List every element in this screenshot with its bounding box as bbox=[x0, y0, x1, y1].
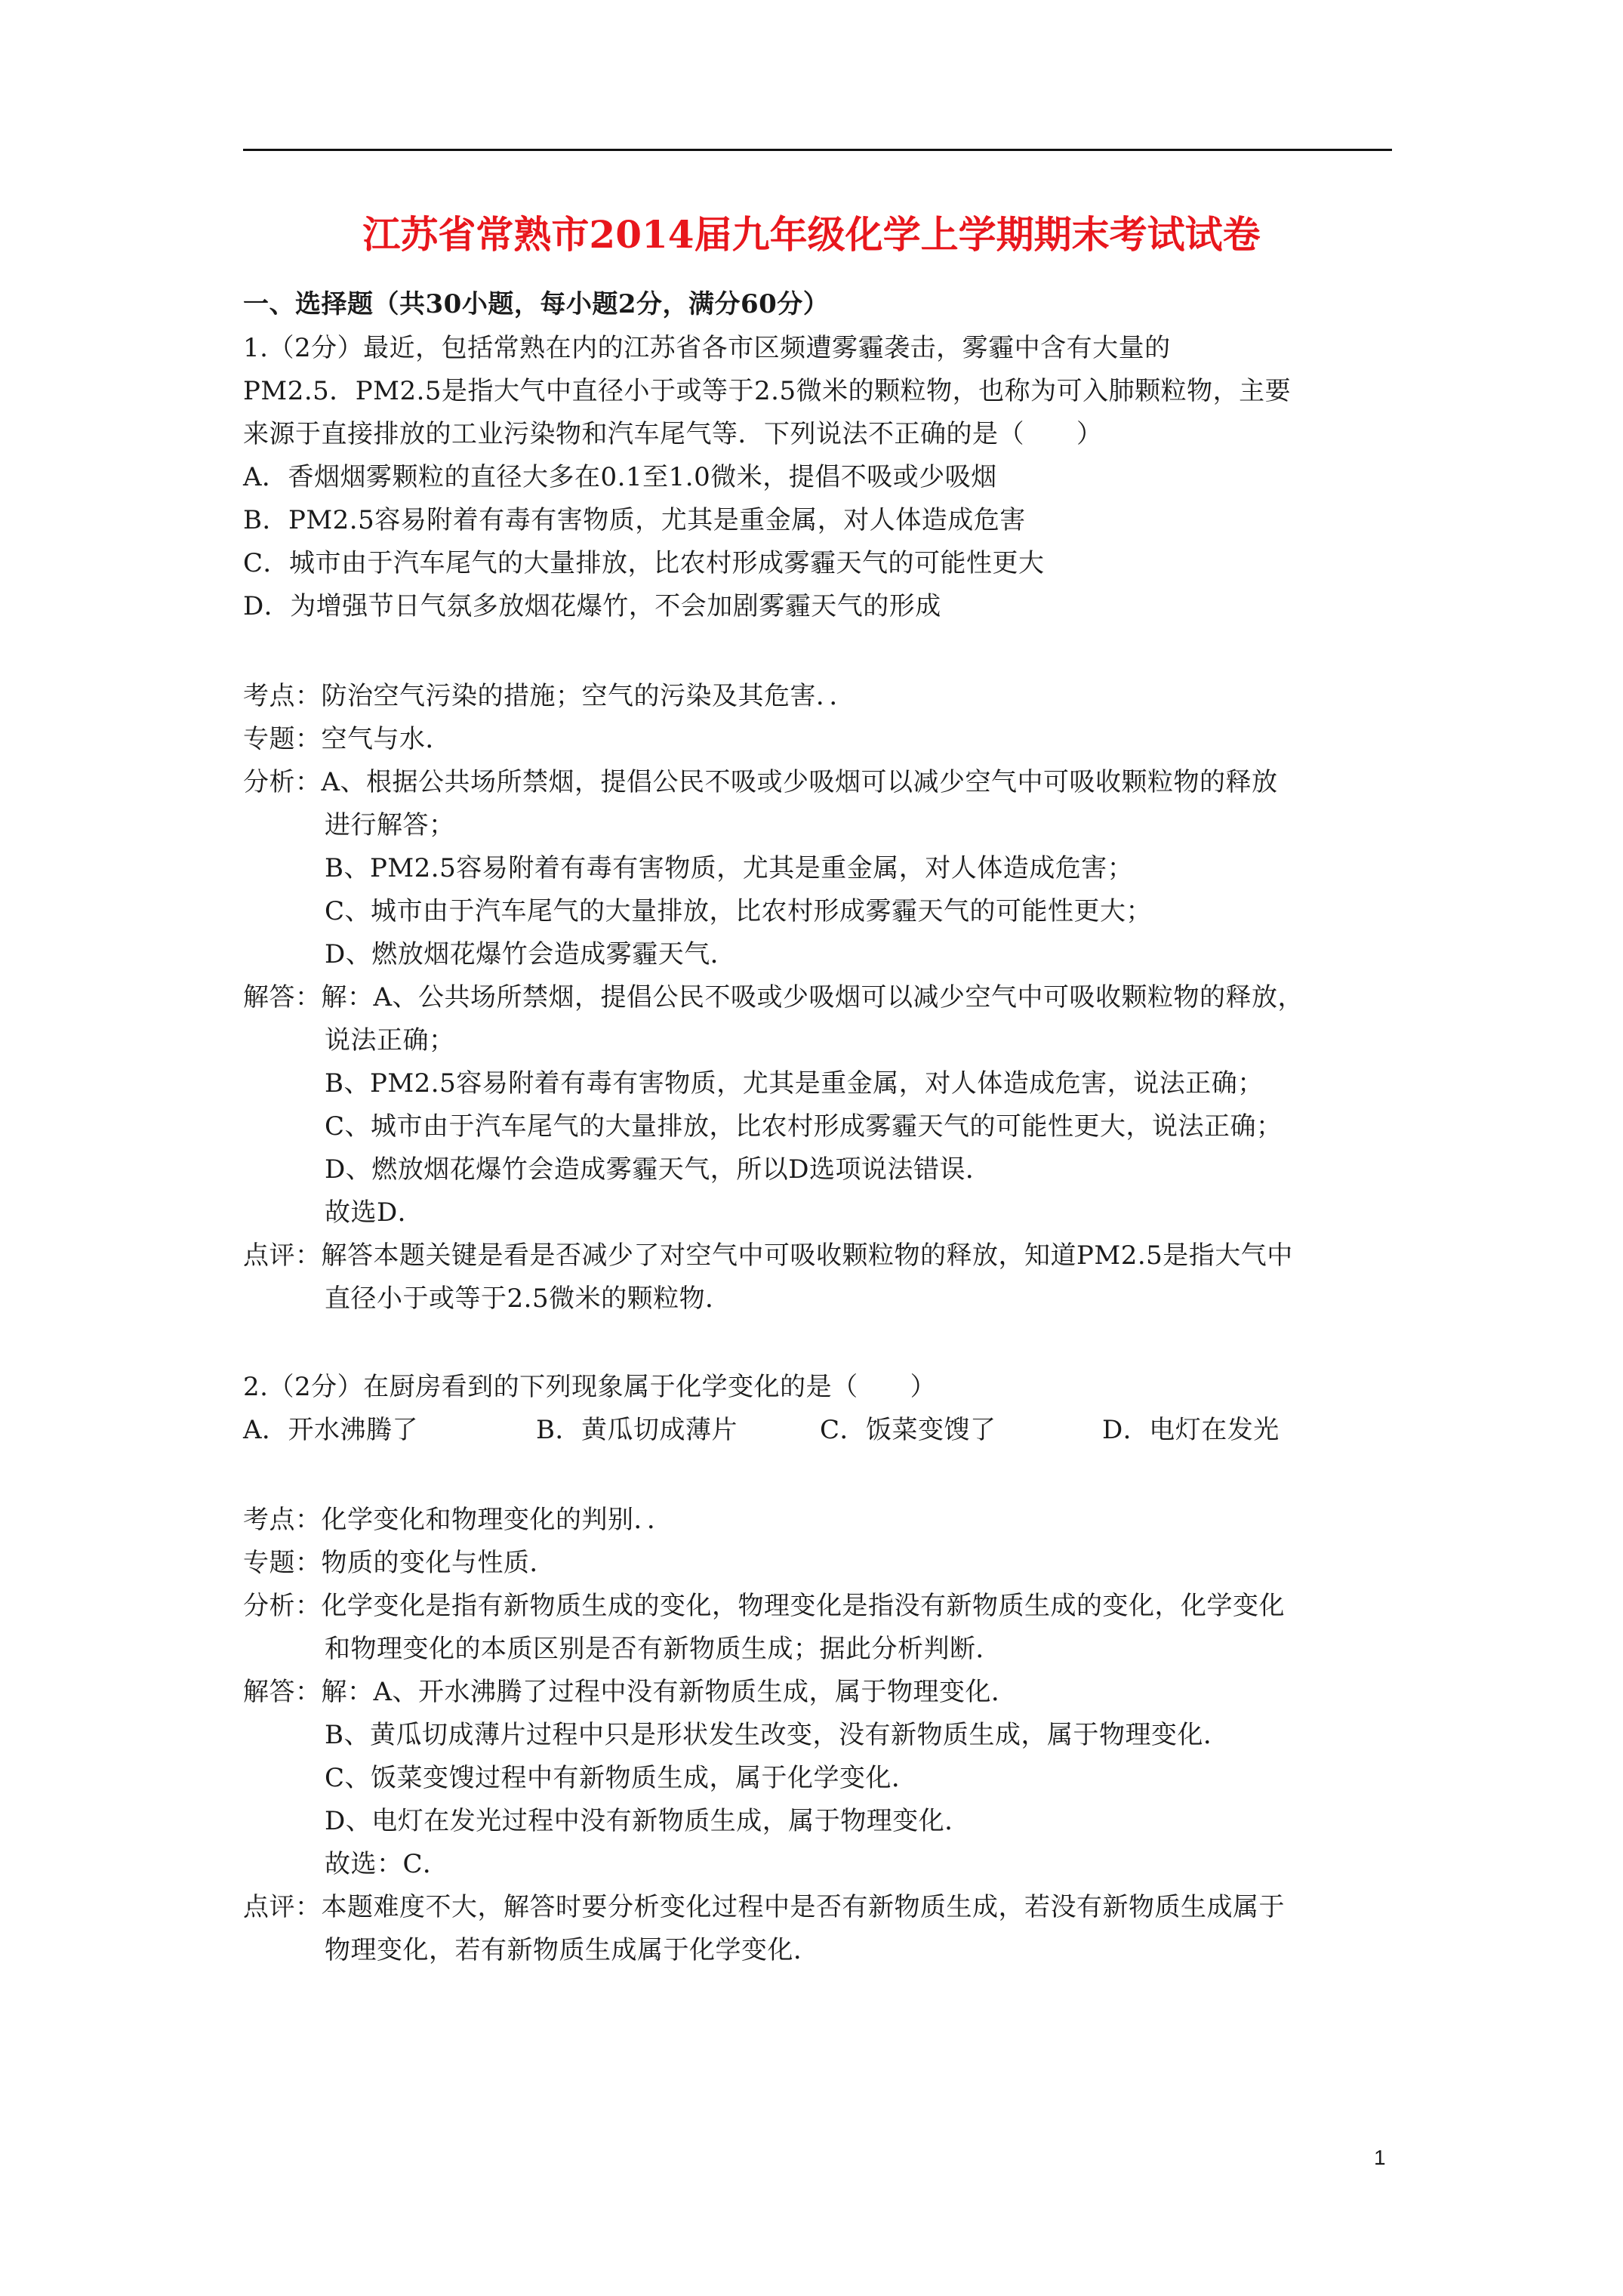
q1-jieda-line: 说法正确； bbox=[325, 1025, 455, 1056]
q1-stem-line: 来源于直接排放的工业污染物和汽车尾气等．下列说法不正确的是（ ） bbox=[243, 419, 1103, 449]
q2-jieda-line: D、电灯在发光过程中没有新物质生成，属于物理变化． bbox=[325, 1806, 971, 1836]
q1-jieda-line: 故选D． bbox=[325, 1197, 424, 1228]
header-rule bbox=[243, 149, 1392, 151]
q1-stem-line: 1.（2分）最近，包括常熟在内的江苏省各市区频遭雾霾袭击，雾霾中含有大量的 bbox=[243, 333, 1171, 363]
q2-dianping-line: 物理变化，若有新物质生成属于化学变化． bbox=[325, 1935, 820, 1965]
q2-dianping-line: 点评：本题难度不大，解答时要分析变化过程中是否有新物质生成，若没有新物质生成属于 bbox=[243, 1892, 1285, 1922]
q1-kaodian: 考点：防治空气污染的措施；空气的污染及其危害．． bbox=[243, 681, 855, 711]
q1-option-a: A．香烟烟雾颗粒的直径大多在0.1至1.0微米，提倡不吸或少吸烟 bbox=[243, 462, 997, 492]
q1-zhuanti: 专题：空气与水． bbox=[243, 724, 451, 754]
q2-jieda-line: C、饭菜变馊过程中有新物质生成，属于化学变化． bbox=[325, 1763, 918, 1793]
q2-fenxi-line: 分析：化学变化是指有新物质生成的变化，物理变化是指没有新物质生成的变化，化学变化 bbox=[243, 1591, 1285, 1621]
page-number: 1 bbox=[1374, 2146, 1386, 2169]
q1-fenxi-line: B、PM2.5容易附着有毒有害物质，尤其是重金属，对人体造成危害； bbox=[325, 853, 1134, 883]
q2-jieda-line: 故选：C． bbox=[325, 1849, 449, 1879]
q1-option-c: C．城市由于汽车尾气的大量排放，比农村形成雾霾天气的可能性更大 bbox=[243, 548, 1045, 578]
q1-fenxi-line: D、燃放烟花爆竹会造成雾霾天气． bbox=[325, 939, 737, 969]
q2-option-c: C．饭菜变馊了 bbox=[820, 1415, 996, 1445]
q1-dianping-line: 点评：解答本题关键是看是否减少了对空气中可吸收颗粒物的释放，知道PM2.5是指大气中 bbox=[243, 1240, 1293, 1271]
q2-kaodian: 考点：化学变化和物理变化的判别．． bbox=[243, 1505, 673, 1535]
q2-option-b: B．黄瓜切成薄片 bbox=[536, 1415, 738, 1445]
q2-jieda-line: 解答：解：A、开水沸腾了过程中没有新物质生成，属于物理变化． bbox=[243, 1677, 1018, 1707]
q1-fenxi-line: 分析：A、根据公共场所禁烟，提倡公民不吸或少吸烟可以减少空气中可吸收颗粒物的释放 bbox=[243, 767, 1278, 797]
q1-fenxi-line: 进行解答； bbox=[325, 810, 455, 840]
q1-dianping-line: 直径小于或等于2.5微米的颗粒物． bbox=[325, 1284, 731, 1314]
q2-option-a: A．开水沸腾了 bbox=[243, 1415, 419, 1445]
q2-fenxi-line: 和物理变化的本质区别是否有新物质生成；据此分析判断． bbox=[325, 1634, 1002, 1664]
q1-jieda-line: B、PM2.5容易附着有毒有害物质，尤其是重金属，对人体造成危害，说法正确； bbox=[325, 1068, 1264, 1099]
q1-fenxi-line: C、城市由于汽车尾气的大量排放，比农村形成雾霾天气的可能性更大； bbox=[325, 896, 1153, 926]
q1-jieda-line: C、城市由于汽车尾气的大量排放，比农村形成雾霾天气的可能性更大，说法正确； bbox=[325, 1111, 1283, 1142]
q1-jieda-line: D、燃放烟花爆竹会造成雾霾天气，所以D选项说法错误． bbox=[325, 1154, 992, 1185]
q1-stem-line: PM2.5．PM2.5是指大气中直径小于或等于2.5微米的颗粒物，也称为可入肺颗粒物，主要 bbox=[243, 376, 1292, 406]
document-title: 江苏省常熟市2014届九年级化学上学期期末考试试卷 bbox=[362, 212, 1261, 257]
q2-option-d: D．电灯在发光 bbox=[1102, 1415, 1280, 1445]
section-heading: 一、选择题（共30小题，每小题2分，满分60分） bbox=[243, 289, 830, 319]
q1-jieda-line: 解答：解：A、公共场所禁烟，提倡公民不吸或少吸烟可以减少空气中可吸收颗粒物的释放， bbox=[243, 982, 1304, 1012]
q1-option-b: B．PM2.5容易附着有毒有害物质，尤其是重金属，对人体造成危害 bbox=[243, 505, 1026, 535]
q1-option-d: D．为增强节日气氛多放烟花爆竹，不会加剧雾霾天气的形成 bbox=[243, 591, 941, 621]
q2-zhuanti: 专题：物质的变化与性质． bbox=[243, 1548, 556, 1578]
q2-jieda-line: B、黄瓜切成薄片过程中只是形状发生改变，没有新物质生成，属于物理变化． bbox=[325, 1720, 1230, 1750]
q2-stem: 2.（2分）在厨房看到的下列现象属于化学变化的是（ ） bbox=[243, 1372, 937, 1402]
